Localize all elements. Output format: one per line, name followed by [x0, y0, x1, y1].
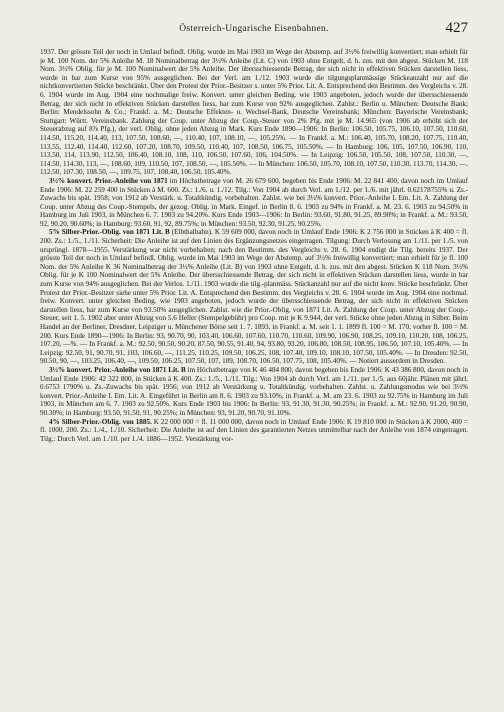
running-head: Österreich-Ungarische Eisenbahnen.	[179, 24, 329, 34]
entry-paragraph	[40, 177, 468, 229]
entry-paragraph	[40, 48, 468, 177]
entry-heading: 5% Silber-Prior.-Oblig. von 1871 Lit. B	[49, 228, 172, 237]
entry-paragraph	[40, 228, 468, 366]
entry-text: im Höchstbetrage von M. 26 679 600, begeben bis Ende 1906: M. 22 841 400, davon noch im Umlauf Ende 1906: M. 22 259 400 in Stücken à M. 600. Zs.: 1./6. u. 1./12. Tilg.: Von 1904 ab durch Verl. am 1./12. per 1./6. mit jährl. 0.62178755% u. Zs.-Zuwachs bis spät. 1958; von 1912 ab Verstärk. u. Totaltkündig. vorbehalten. Zahlst. wie bei 3½% konvert. Prior.-Anleihe L Em. Lit. A. Zahlung der Coup. unter Abzug des Coup.-Stempels, der gezog. Oblig. in Mark. Eingef. in Berlin 8. 6. 1903 zu 94% in Frankf. a. M. 23. 6. 1903 zu 94.50% in Hamburg im Juli 1903, in München 6. 7. 1903 zu 94.20%. Kurs Ende 1903—1906: In Berlin: 93.60, 91.80, 91.25, 89.90%; in Frankf. a. M.: 93.50, 92, 90.20, 90.60%; in Hamburg: 93.60, 91, 92, 89.75%; in München: 93.50, 92.30, 91.25, 90.25%.	[40, 176, 469, 228]
page-number: 427	[445, 20, 468, 36]
page-header	[40, 22, 468, 42]
entry-heading: 4% Silber-Prior.-Oblig. von 1885.	[49, 417, 154, 426]
entry-paragraph	[40, 366, 468, 418]
entry-paragraph	[40, 418, 468, 444]
entry-text: 1937. Der grösste Teil der noch in Umlauf befindl. Oblig. wurde im Mai 1903 im Wege der Abstemp. auf 3½% freiwillig konvertiert; man erhielt für je M. 100 Nom. der 5% Anleihe M. 18 Nominalbetrag der 3½% Anleihe (Lit. C) von 1903 ohne Entgelt, d. h. zus. mit den abgest. Stücken M. 118 Nom. 3½% Oblig. für je M. 100 Nominalwert der 5% Anleihe. Der übersschiessende Betrag, der sich nicht in effektiven Stücken darstellen liess, wurde in bar zum Kurse von 95% ausgeglichen. Bei der Verl. am 1./12. 1903 wurde die tilgungsplanmässige Stückeanzahl nur auf die nichtkonvertierten Stücke beschränkt. Über den Protest der Prior.-Besitzer s. unter 5% Prior. Lit. A. Entsprechend den Bestimm. des Vergleichs v. 28. 6. 1904 wurde im Aug. 1904 eine nochmalige freiw. Konvert. unter gleichen Beding. wie 1903 angeboten, jedoch wurde der übersschiessende Betrag, der sich nicht in effektiven Stücken darstellen liess, bar zum Kurse von 92% ausgeglichen. Zahlst.: Berlin u. München: Deutsche Bank; Berlin: Mendelssohn & Co.; Frankf. a. M.: Deutsche Effekten- u. Wechsel-Bank, Deutsche Vereinsbank; München: Bayerische Vereinsbank; Stuttgart: Württ. Vereinsbank. Zahlung der Coup. unter Abzug der Coup.-Steuer von 2% Pfg. mit je M. 14.965 (von 1906 ab erhöht sich der Steuerabzug auf 8⅞ Pfg.), der verl. Oblig. ohne jeden Abzug in Mark. Kurs Ende 1890—1906: In Berlin: 106.50, 105.75, 106.10, 107.50, 110.60, 114.50, 115.20, 114.40, 113, 107.50, 108.60, —, 110.40, 107, 108.10, —, 105.25%. — In Frankf. a. M.: 106.40, 105.70, 108.20, 107.75, 110.40, 113.55, 112.40, 114.40, 112.60, 107.20, 108.70, 109.50, 110.40, 107, 108.50, 106.75, 105.50%. — In Hamburg: 106, 105, 107.50, 106.90, 110, 113.50, 114, 113.90, 112.50, 106.40, 108.10, 108, 110, 106.50, 107.60, 106, 104.50%. — In Leipzig: 106.50, 105.50, 108, 107.50, 110.30, —, 114.50, 114.30, 113, —, 108.60, 109, 110.50, 107, 108.50, —, 105.50%. — In München: 106.50, 105.70, 108.10, 107.50, 110.30, 113.70, 114.30, —, 112.50, 107.30, 108.50, —, 109.75, 107, 108.40, 106.50, 105.40%.	[40, 48, 468, 177]
body-text	[40, 48, 468, 443]
entry-heading: 3½% konvert. Prior.-Anleihe von 1871 Lit. B	[49, 365, 188, 374]
entry-text: im Höchstbetrage von K 46 484 800, davon begeben bis Ende 1906: K 43 386 800, davon noch in Umlauf Ende 1906: 42 322 800, in Stücken à K 400. Zs.: 1./5., 1./11. Tilg.: Von 1904 ab durch Verl. am 1./11. per 1./5. aus 60jähr. Plänen mit jährl. 0.6753 1790% u. Zs.-Zuwachs bis spät. 1956; von 1912 ab Verstärkung u. Totaltkündig. vorbehalten. Zahlst. u. Zahlungsmodus wie bei 3½% konvert. Prior.-Anleihe I. Em. Lit. A. Eingeführt in Berlin am 8. 6. 1903 zu 93.10%, in Frankf. a. M. am 23. 6. 1903 zu 92.75% in Hamburg im Juli 1903, in München am 6. 7. 1903 zu 92.50%. Kurs Ende 1903 bis 1906: In Berlin: 93, 91.30, 91.30, 90.25%; in Frankf. a. M.: 92.90, 91.20, 90.90, 90.30%; in Hamburg: 93.50, 91.50, 91, 90.25%; in München: 93, 91.20, 90.70, 91.10%.	[40, 365, 468, 417]
entry-heading: 3½% konvert. Prior.-Anleihe von 1871	[49, 176, 170, 185]
entry-text: K 22 000 000 = fl. 11 000 000, davon noch in Umlauf Ende 1906: K 19 810 000 in Stücken à K 2000, 400 = fl. 1000, 200. Zs.: 1./4., 1./10. Sicherheit: Die Anleihe ist auf den Linien des garantierten Netzes unmittelbar nach der Anleihe von 1874 eingetragen. Tilg.: Durch Verl. am 1./10. per 1./4. 1886—1952. Verstärkung vor-	[40, 417, 468, 443]
entry-text: (Elbthalbahn). K 59 609 000, davon noch in Umlauf Ende 1906: K 2 756 000 in Stücken à K 400 = fl. 200. Zs.: 1./5., 1./11. Sicherheit: Die Anleihe ist auf den Linien des Ergänzungsnetzes eingetragen. Tilgung: Durch Verlosung am 1./11. per 1./5. von ursprüngl. 1878—1955. Verstärkung war nicht vorbehalten; nach den Bestimm. des Vergleichs v. 28. 6. 1904 endigt die Tilg. bereits 1937. Der grösste Teil der noch in Umlauf befindl. Oblig. wurde im Mai 1903 im Wege der Abstemp. auf 3½% freiwillig konvertiert; man erhielt für je fl. 100 Nom. der 5% Anleihe K 36 Nominalbetrag der 3½% Anleihe (Lit. B) von 1903 ohne Entgelt, d. h. zus. mit den abgest. Stücken K 118 Nom. 3½% Oblig. für je K 100 Nominalwert der 5% Anleihe. Der übersschiessende Betrag, der sich nicht in effektiven Stücken darstellen liess, wurde in bar zum Kurse von 94% ausgeglichen. Bei der Verlos. 1./11. 1903 wurde die tilg.-planmäss. Stückanzahl nur auf die nicht konv. Stücke beschränkt. Über Protest der Prior.-Besitzer siehe unter 5% Prior. Lit. A. Entsprechend den Bestimm. des Vergleichs v. 28. 6. 1904 wurde im Aug. 1904 eine nochmal. freiw. Konvert. unter gleichen Beding. wie 1903 angeboten, jedoch wurde der übersschiessende Betrag, der sich nicht in effektiven Stücken darstellen liess, bar zum Kurse von 93.50% ausgeglichen. Zahlst. wie die Prior.-Oblig. von 1871 Lit. A. Zahlung der Coup. unter Abzug der Coup.-Steuer, seit 1. 5. 1902 aber unter Abzug von 5.6 Heller (Stempelgebühr) pro Coup. mit je K 9.944, der verl. Stücke ohne jeden Abzug in Silber. Beim Handel an der Berliner, Dresdner, Leipziger u. Münchener Börse seit 1. 7. 1893, in Frankf. a. M. seit 1. 1. 1899 fl. 100 = M. 170, vorher fl. 100 = M. 200. Kurs Ende 1890—1906: In Berlin: 93, 90.70, 90, 103.40, 106.60, 107.60, 110.70, 110.60, 109.90, 106.90, 108.25, 109.10, 110.20, 108, 106.25, 107.20, —%. — In Frankf. a. M.: 92.50, 90.50, 90.20, 87.50, 90.55, 91.40, 94, 93.80, 93.20, 106.80, 108.50, 108.95, 106.50, 107.10, 105.40%. — In Leipzig: 92.50, 91, 90.70, 91, 103, 106.60, —, 111.25, 110.25, 109.50, 106.25, 108, 107.40, 109.10, 108.10, 107.50, 105.40%. — In Dresden: 92.50, 90.50, 90, —, 103.25, 106.40, —, 109.50, 106.25, 107.50, 107, 109, 108.70, 106.50, 107.75, 108, 105.40%. — Notiert ausserdem in Dresden.	[40, 228, 468, 366]
